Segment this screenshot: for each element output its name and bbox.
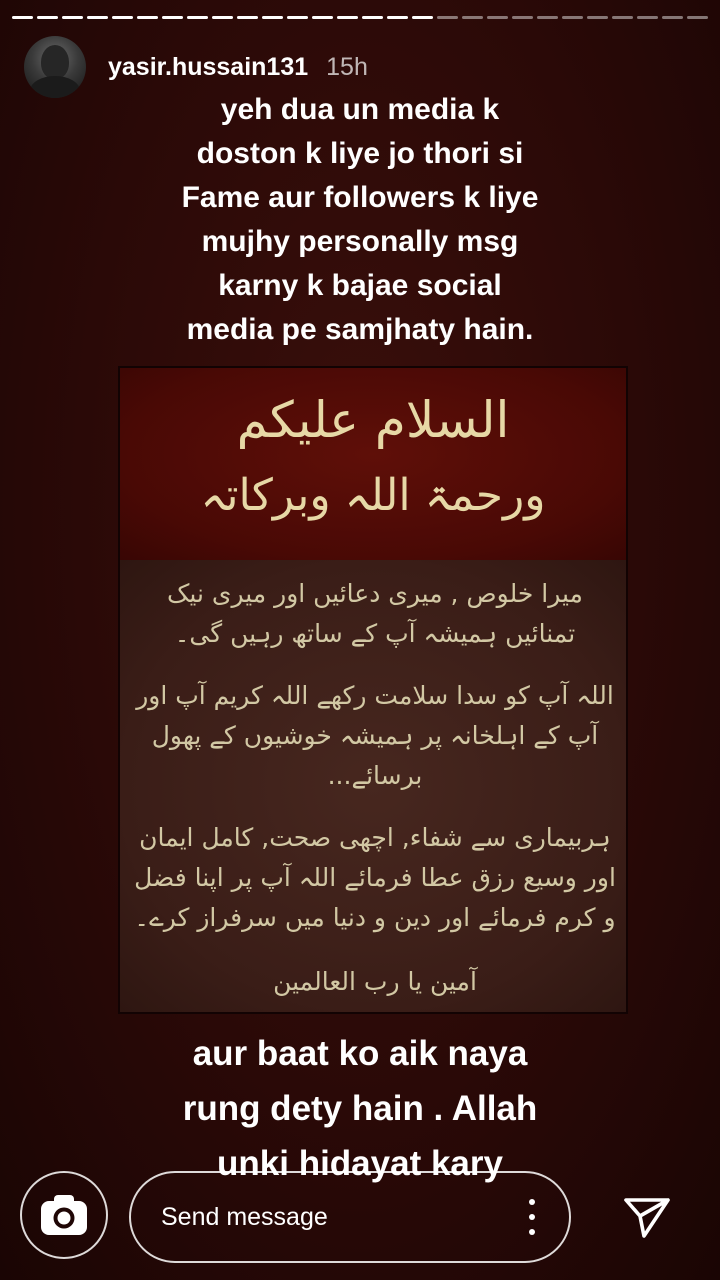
progress-segment bbox=[312, 16, 333, 19]
dua-line: تمنائیں ہمیشہ آپ کے ساتھ رہیں گی۔ bbox=[174, 619, 576, 648]
dua-paragraph-2 bbox=[132, 676, 618, 796]
progress-segment bbox=[37, 16, 58, 19]
dua-line: اور وسیع رزق عطا فرمائے اللہ آپ پر اپنا فضل bbox=[134, 863, 616, 892]
camera-icon bbox=[39, 1193, 89, 1237]
progress-segment bbox=[287, 16, 308, 19]
salam-calligraphy-panel bbox=[120, 368, 626, 560]
caption-line: media pe samjhaty hain. bbox=[186, 313, 534, 346]
send-message-input[interactable] bbox=[161, 1197, 519, 1237]
caption-line: Fame aur followers k liye bbox=[181, 181, 539, 214]
dua-line: ہربیماری سے شفاء, اچھی صحت, کامل ایمان bbox=[139, 823, 611, 852]
dua-image-card bbox=[118, 366, 628, 1014]
caption-line: karny k bajae social bbox=[218, 269, 502, 302]
progress-segment bbox=[662, 16, 683, 19]
progress-segment bbox=[212, 16, 233, 19]
progress-segment bbox=[462, 16, 483, 19]
progress-segment bbox=[637, 16, 658, 19]
progress-segment bbox=[137, 16, 158, 19]
progress-segment bbox=[612, 16, 633, 19]
story-progress-bar bbox=[12, 16, 708, 19]
dua-line: اللہ آپ کو سدا سلامت رکھے اللہ کریم آپ اور bbox=[136, 681, 614, 710]
progress-segment bbox=[237, 16, 258, 19]
progress-segment bbox=[437, 16, 458, 19]
camera-button[interactable] bbox=[20, 1171, 108, 1259]
username[interactable]: yasir.hussain131 bbox=[108, 52, 309, 81]
caption-top bbox=[60, 88, 660, 352]
caption-line: mujhy personally msg bbox=[201, 225, 519, 258]
progress-segment bbox=[87, 16, 108, 19]
more-vertical-icon[interactable] bbox=[519, 1197, 545, 1237]
salam-line-1: السلام علیکم bbox=[236, 391, 510, 449]
progress-segment bbox=[412, 16, 433, 19]
progress-segment bbox=[387, 16, 408, 19]
dua-line: آپ کے اہلخانہ پر ہمیشہ خوشیوں کے پھول bbox=[151, 721, 599, 750]
progress-segment bbox=[187, 16, 208, 19]
dua-paragraph-4 bbox=[132, 962, 618, 1002]
progress-segment bbox=[687, 16, 708, 19]
progress-segment bbox=[512, 16, 533, 19]
caption-line: yeh dua un media k bbox=[220, 93, 500, 126]
caption-line: aur baat ko aik naya bbox=[192, 1034, 528, 1073]
progress-segment bbox=[262, 16, 283, 19]
dua-text-panel bbox=[120, 560, 626, 1012]
dua-line: میرا خلوص , میری دعائیں اور میری نیک bbox=[167, 579, 583, 608]
dua-line: آمین یا رب العالمین bbox=[273, 967, 477, 996]
caption-bottom bbox=[80, 1026, 640, 1191]
progress-segment bbox=[337, 16, 358, 19]
progress-segment bbox=[362, 16, 383, 19]
salam-line-2: ورحمۃ اللہ وبرکاتہ bbox=[200, 470, 546, 521]
dua-line: و کرم فرمائے اور دین و دنیا میں سرفراز کرے۔ bbox=[134, 903, 616, 932]
progress-segment bbox=[162, 16, 183, 19]
dua-paragraph-1 bbox=[132, 574, 618, 654]
post-time: 15h bbox=[326, 52, 368, 81]
progress-segment bbox=[562, 16, 583, 19]
caption-line: rung dety hain . Allah bbox=[182, 1089, 538, 1128]
progress-segment bbox=[12, 16, 33, 19]
send-icon[interactable] bbox=[620, 1190, 674, 1244]
dua-paragraph-3 bbox=[132, 818, 618, 938]
caption-line: doston k liye jo thori si bbox=[196, 137, 524, 170]
caption-line: unki hidayat kary bbox=[217, 1144, 503, 1183]
progress-segment bbox=[112, 16, 133, 19]
progress-segment bbox=[587, 16, 608, 19]
progress-segment bbox=[487, 16, 508, 19]
dua-line: برسائے... bbox=[327, 761, 423, 790]
progress-segment bbox=[62, 16, 83, 19]
progress-segment bbox=[537, 16, 558, 19]
message-box[interactable] bbox=[129, 1171, 571, 1263]
